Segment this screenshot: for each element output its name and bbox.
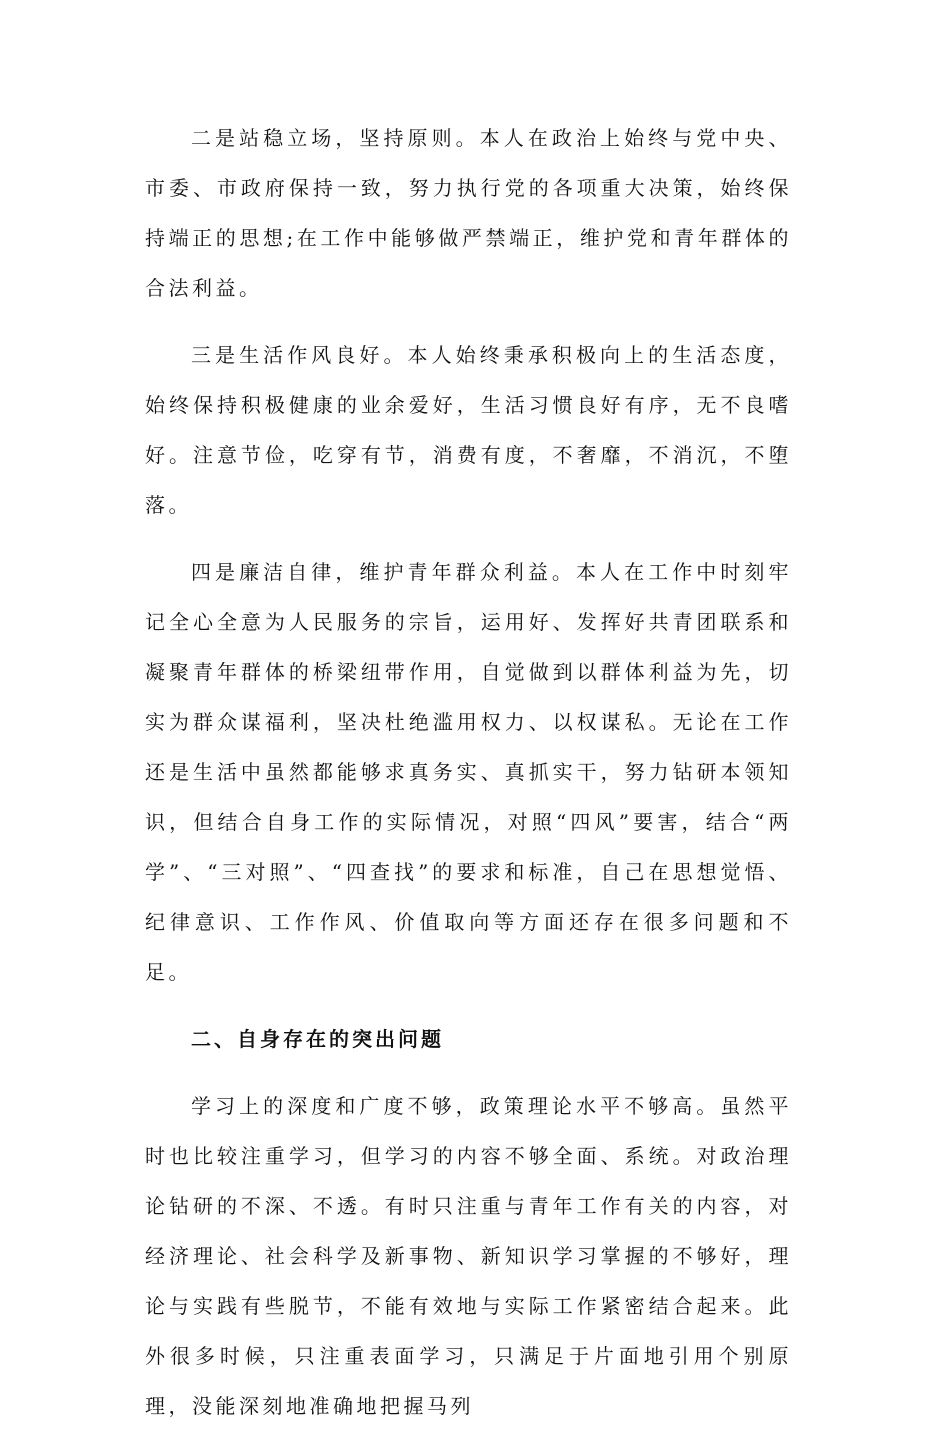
paragraph-integrity: 四是廉洁自律，维护青年群众利益。本人在工作中时刻牢记全心全意为人民服务的宗旨，运用好、发挥好共青团联系和凝聚青年群体的桥梁纽带作用，自觉做到以群体利益为先，切实为群众谋福利，坚决杜绝滥用权力、以权谋私。无论在工作还是生活中虽然都能够求真务实、真抓实干，努力钻研本领知识，但结合自身工作的实际情况，对照“四风”要害，结合“两学”、“三对照”、“四查找”的要求和标准，自己在思想觉悟、纪律意识、工作作风、价值取向等方面还存在很多问题和不足。 xyxy=(145,560,792,984)
section-heading: 二、自身存在的突出问题 xyxy=(191,1027,444,1051)
paragraph-study-problems: 学习上的深度和广度不够，政策理论水平不够高。虽然平时也比较注重学习，但学习的内容不够全面、系统。对政治理论钻研的不深、不透。有时只注重与青年工作有关的内容，对经济理论、社会科学及新事物、新知识学习掌握的不够好，理论与实践有些脱节，不能有效地与实际工作紧密结合起来。此外很多时候，只注重表面学习，只满足于片面地引用个别原理，没能深刻地准确地把握马列 xyxy=(145,1094,792,1418)
paragraph-stance: 二是站稳立场，坚持原则。本人在政治上始终与党中央、市委、市政府保持一致，努力执行党的各项重大决策，始终保持端正的思想;在工作中能够做严禁端正，维护党和青年群体的合法利益。 xyxy=(145,126,792,300)
paragraph-lifestyle: 三是生活作风良好。本人始终秉承积极向上的生活态度，始终保持积极健康的业余爱好，生活习惯良好有序，无不良嗜好。注意节俭，吃穿有节，消费有度，不奢靡，不消沉，不堕落。 xyxy=(145,343,792,517)
